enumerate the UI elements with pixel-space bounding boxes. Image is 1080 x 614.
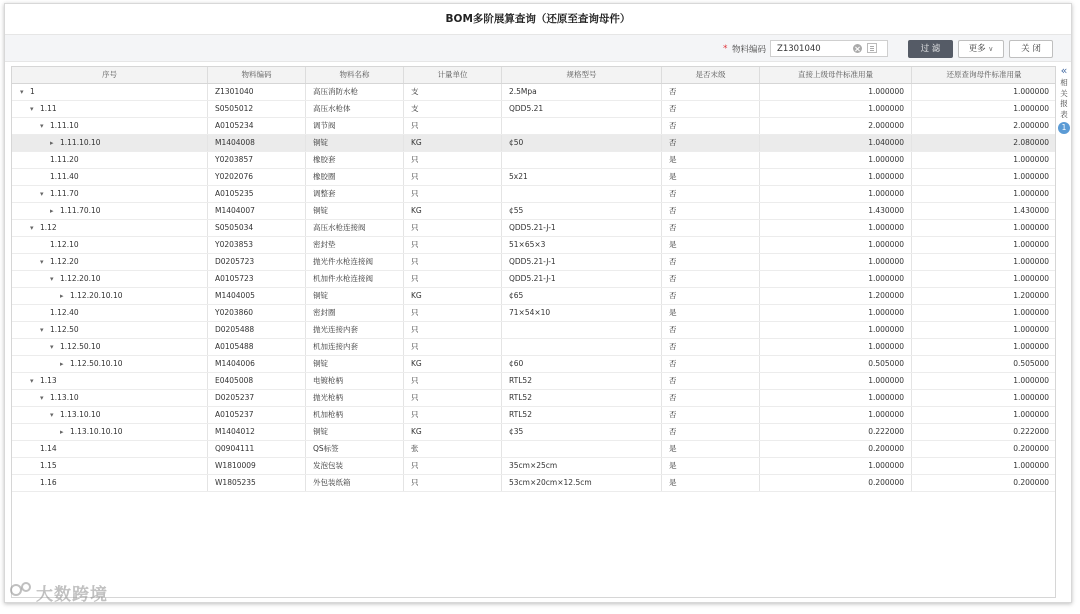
table-row[interactable]	[12, 288, 1055, 305]
cell-spec: 2.5Mpa	[502, 84, 662, 100]
cell-code: W1805235	[208, 475, 306, 491]
table-header	[12, 67, 1055, 84]
cell-name: 橡胶套	[306, 152, 404, 168]
cell-spec: RTL52	[502, 407, 662, 423]
table-row[interactable]	[12, 441, 1055, 458]
cell-direct: 1.000000	[760, 152, 912, 168]
cell-unit: 支	[404, 101, 502, 117]
cell-code: M1404012	[208, 424, 306, 440]
cell-direct: 1.000000	[760, 237, 912, 253]
cell-restored: 1.000000	[912, 407, 1056, 423]
cell-code: S0505012	[208, 101, 306, 117]
cell-code: A0105234	[208, 118, 306, 134]
cell-name: 调节阀	[306, 118, 404, 134]
seq-label: 1.11.20	[50, 155, 79, 164]
cell-direct: 1.000000	[760, 390, 912, 406]
cell-restored: 1.000000	[912, 169, 1056, 185]
cell-unit: 只	[404, 373, 502, 389]
expand-down-icon[interactable]: ▾	[30, 377, 34, 385]
cell-restored: 0.200000	[912, 441, 1056, 457]
seq-label: 1.12.20.10.10	[70, 291, 123, 300]
column-header-direct[interactable]: 直接上级母件标准用量	[760, 67, 912, 83]
cell-code: Y0203857	[208, 152, 306, 168]
column-header-name[interactable]: 物料名称	[306, 67, 404, 83]
cell-unit: 只	[404, 254, 502, 270]
seq-label: 1.13	[40, 376, 57, 385]
cell-seq	[12, 390, 208, 406]
cell-name: 铜锭	[306, 288, 404, 304]
cell-seq	[12, 101, 208, 117]
cell-direct: 1.000000	[760, 271, 912, 287]
cell-leaf: 否	[662, 339, 760, 355]
cell-code: S0505034	[208, 220, 306, 236]
cell-unit: 只	[404, 237, 502, 253]
cell-seq	[12, 458, 208, 474]
cell-restored: 2.000000	[912, 118, 1056, 134]
cell-direct: 1.000000	[760, 339, 912, 355]
expand-down-icon[interactable]: ▾	[30, 105, 34, 113]
cell-spec: RTL52	[502, 373, 662, 389]
cell-seq	[12, 441, 208, 457]
cell-spec	[502, 118, 662, 134]
cell-name: 高压水枪连接阀	[306, 220, 404, 236]
bom-query-window	[4, 3, 1072, 603]
table-row[interactable]	[12, 373, 1055, 390]
cell-seq	[12, 237, 208, 253]
cell-spec: ¢50	[502, 135, 662, 151]
cell-name: 机加连接内套	[306, 339, 404, 355]
cell-restored: 1.000000	[912, 254, 1056, 270]
table-row[interactable]	[12, 271, 1055, 288]
cell-name: 抛光件水枪连接阀	[306, 254, 404, 270]
cell-spec: QDD5.21	[502, 101, 662, 117]
bom-table	[11, 66, 1056, 598]
cell-unit: 张	[404, 441, 502, 457]
cell-restored: 1.430000	[912, 203, 1056, 219]
cell-code: W1810009	[208, 458, 306, 474]
seq-label: 1.15	[40, 461, 57, 470]
cell-name: 铜锭	[306, 203, 404, 219]
cell-leaf: 是	[662, 458, 760, 474]
cell-direct: 1.430000	[760, 203, 912, 219]
cell-spec	[502, 339, 662, 355]
cell-spec: ¢55	[502, 203, 662, 219]
cell-name: 机加枪柄	[306, 407, 404, 423]
cell-leaf: 否	[662, 390, 760, 406]
cell-code: A0105237	[208, 407, 306, 423]
cell-restored: 1.000000	[912, 271, 1056, 287]
cell-code: Y0202076	[208, 169, 306, 185]
cell-spec: ¢60	[502, 356, 662, 372]
table-row[interactable]	[12, 135, 1055, 152]
table-row[interactable]	[12, 407, 1055, 424]
watermark-logo-icon	[10, 580, 34, 600]
cell-leaf: 否	[662, 373, 760, 389]
cell-direct: 1.000000	[760, 254, 912, 270]
cell-seq	[12, 118, 208, 134]
cell-direct: 1.000000	[760, 169, 912, 185]
cell-seq	[12, 475, 208, 491]
cell-name: 抛光连接内套	[306, 322, 404, 338]
cell-restored: 2.080000	[912, 135, 1056, 151]
expand-right-icon[interactable]: ▸	[60, 292, 64, 300]
cell-spec: 71×54×10	[502, 305, 662, 321]
cell-unit: KG	[404, 203, 502, 219]
cell-restored: 1.000000	[912, 339, 1056, 355]
cell-leaf: 否	[662, 101, 760, 117]
expand-down-icon[interactable]: ▾	[30, 224, 34, 232]
seq-label: 1.13.10	[50, 393, 79, 402]
watermark-text: 大数跨境	[36, 585, 108, 605]
table-row[interactable]	[12, 186, 1055, 203]
cell-spec: ¢65	[502, 288, 662, 304]
cell-leaf: 是	[662, 305, 760, 321]
cell-unit: KG	[404, 424, 502, 440]
cell-direct: 1.000000	[760, 305, 912, 321]
table-row[interactable]	[12, 84, 1055, 101]
seq-label: 1.12.40	[50, 308, 79, 317]
cell-unit: 只	[404, 152, 502, 168]
cell-name: 高压水枪体	[306, 101, 404, 117]
cell-spec: ¢35	[502, 424, 662, 440]
cell-code: Z1301040	[208, 84, 306, 100]
cell-unit: 只	[404, 322, 502, 338]
cell-code: D0205237	[208, 390, 306, 406]
cell-direct: 0.505000	[760, 356, 912, 372]
chevron-down-icon: ∨	[988, 45, 994, 53]
cell-direct: 2.000000	[760, 118, 912, 134]
cell-restored: 1.000000	[912, 390, 1056, 406]
cell-restored: 1.000000	[912, 458, 1056, 474]
cell-unit: 只	[404, 118, 502, 134]
cell-restored: 1.000000	[912, 373, 1056, 389]
cell-restored: 1.000000	[912, 84, 1056, 100]
cell-leaf: 是	[662, 441, 760, 457]
cell-spec: QDD5.21-J-1	[502, 220, 662, 236]
cell-code: M1404007	[208, 203, 306, 219]
seq-label: 1.11.10.10	[60, 138, 101, 147]
cell-spec	[502, 152, 662, 168]
table-row[interactable]	[12, 322, 1055, 339]
cell-seq	[12, 135, 208, 151]
column-header-restored[interactable]: 还原查询母件标准用量	[912, 67, 1056, 83]
cell-seq	[12, 373, 208, 389]
cell-seq	[12, 169, 208, 185]
cell-direct: 1.000000	[760, 407, 912, 423]
cell-restored: 1.000000	[912, 322, 1056, 338]
cell-leaf: 否	[662, 84, 760, 100]
seq-label: 1.13.10.10	[60, 410, 101, 419]
table-row[interactable]	[12, 237, 1055, 254]
list-icon[interactable]	[867, 43, 877, 53]
cell-leaf: 是	[662, 237, 760, 253]
cell-code: D0205488	[208, 322, 306, 338]
cell-name: 调整套	[306, 186, 404, 202]
cell-leaf: 否	[662, 254, 760, 270]
close-button[interactable]: 关 闭	[1009, 40, 1053, 58]
cell-spec: 5x21	[502, 169, 662, 185]
column-header-seq[interactable]: 序号	[12, 67, 208, 83]
material-code-label: 物料编码	[732, 45, 767, 55]
cell-restored: 0.222000	[912, 424, 1056, 440]
cell-spec: RTL52	[502, 390, 662, 406]
cell-seq	[12, 186, 208, 202]
column-header-code[interactable]: 物料编码	[208, 67, 306, 83]
cell-leaf: 否	[662, 203, 760, 219]
table-row[interactable]	[12, 152, 1055, 169]
cell-restored: 1.000000	[912, 186, 1056, 202]
cell-direct: 1.000000	[760, 101, 912, 117]
cell-direct: 1.200000	[760, 288, 912, 304]
cell-name: 铜锭	[306, 135, 404, 151]
table-row[interactable]	[12, 101, 1055, 118]
cell-leaf: 否	[662, 288, 760, 304]
cell-unit: 只	[404, 407, 502, 423]
cell-seq	[12, 203, 208, 219]
cell-name: QS标签	[306, 441, 404, 457]
cell-name: 橡胶圈	[306, 169, 404, 185]
cell-leaf: 否	[662, 186, 760, 202]
table-row[interactable]	[12, 254, 1055, 271]
cell-leaf: 否	[662, 424, 760, 440]
cell-spec: QDD5.21-J-1	[502, 271, 662, 287]
table-row[interactable]	[12, 203, 1055, 220]
query-toolbar	[5, 34, 1071, 62]
clear-icon[interactable]	[853, 44, 862, 53]
seq-label: 1.12.50.10	[60, 342, 101, 351]
cell-restored: 1.200000	[912, 288, 1056, 304]
seq-label: 1.11.40	[50, 172, 79, 181]
cell-unit: 只	[404, 305, 502, 321]
table-row[interactable]	[12, 220, 1055, 237]
expand-down-icon[interactable]: ▾	[40, 394, 44, 402]
table-row[interactable]	[12, 339, 1055, 356]
table-row[interactable]	[12, 475, 1055, 492]
seq-label: 1.14	[40, 444, 57, 453]
cell-code: M1404006	[208, 356, 306, 372]
cell-direct: 0.200000	[760, 475, 912, 491]
seq-label: 1.11.70.10	[60, 206, 101, 215]
cell-seq	[12, 288, 208, 304]
cell-direct: 0.200000	[760, 441, 912, 457]
seq-label: 1.12.20	[50, 257, 79, 266]
cell-leaf: 否	[662, 271, 760, 287]
table-row[interactable]	[12, 118, 1055, 135]
cell-code: M1404008	[208, 135, 306, 151]
cell-unit: 只	[404, 475, 502, 491]
column-header-leaf[interactable]: 是否末级	[662, 67, 760, 83]
cell-leaf: 否	[662, 407, 760, 423]
cell-unit: KG	[404, 356, 502, 372]
cell-unit: 只	[404, 186, 502, 202]
cell-code: Y0203860	[208, 305, 306, 321]
cell-leaf: 否	[662, 220, 760, 236]
cell-name: 外包装纸箱	[306, 475, 404, 491]
cell-leaf: 否	[662, 118, 760, 134]
seq-label: 1.16	[40, 478, 57, 487]
table-row[interactable]	[12, 458, 1055, 475]
filter-button[interactable]: 过 滤	[908, 40, 953, 58]
cell-unit: KG	[404, 135, 502, 151]
cell-name: 铜锭	[306, 424, 404, 440]
cell-spec: 35cm×25cm	[502, 458, 662, 474]
cell-direct: 1.000000	[760, 186, 912, 202]
more-label: 更多	[968, 44, 986, 54]
seq-label: 1.12.10	[50, 240, 79, 249]
cell-restored: 1.000000	[912, 237, 1056, 253]
table-row[interactable]	[12, 169, 1055, 186]
cell-code: A0105723	[208, 271, 306, 287]
expand-down-icon[interactable]: ▾	[50, 411, 54, 419]
cell-leaf: 否	[662, 356, 760, 372]
cell-seq	[12, 84, 208, 100]
cell-name: 密封圈	[306, 305, 404, 321]
cell-restored: 0.505000	[912, 356, 1056, 372]
cell-seq	[12, 322, 208, 338]
cell-seq	[12, 424, 208, 440]
cell-code: D0205723	[208, 254, 306, 270]
cell-name: 铜锭	[306, 356, 404, 372]
expand-right-icon[interactable]: ▸	[60, 428, 64, 436]
cell-spec	[502, 322, 662, 338]
expand-right-icon[interactable]: ▸	[50, 139, 54, 147]
seq-label: 1.11.70	[50, 189, 79, 198]
related-reports-panel[interactable]	[1057, 66, 1071, 134]
cell-restored: 0.200000	[912, 475, 1056, 491]
table-row[interactable]	[12, 305, 1055, 322]
cell-restored: 1.000000	[912, 220, 1056, 236]
seq-label: 1.12.50	[50, 325, 79, 334]
cell-name: 密封垫	[306, 237, 404, 253]
cell-seq	[12, 407, 208, 423]
related-reports-label: 相 关 报 表	[1060, 78, 1068, 119]
cell-unit: 只	[404, 339, 502, 355]
table-row[interactable]	[12, 390, 1055, 407]
cell-code: Q0904111	[208, 441, 306, 457]
expand-right-icon[interactable]: ▸	[50, 207, 54, 215]
page-title: BOM多阶展算查询（还原至查询母件）	[445, 13, 631, 25]
cell-name: 高压消防水枪	[306, 84, 404, 100]
expand-right-icon[interactable]: ▸	[60, 360, 64, 368]
cell-unit: KG	[404, 288, 502, 304]
report-count-badge: 1	[1058, 122, 1070, 134]
cell-direct: 1.000000	[760, 458, 912, 474]
column-header-unit[interactable]: 计量单位	[404, 67, 502, 83]
cell-leaf: 否	[662, 135, 760, 151]
cell-name: 电镀枪柄	[306, 373, 404, 389]
cell-leaf: 是	[662, 169, 760, 185]
cell-name: 机加件水枪连接阀	[306, 271, 404, 287]
cell-unit: 只	[404, 220, 502, 236]
cell-code: A0105235	[208, 186, 306, 202]
more-button[interactable]	[958, 40, 1004, 58]
cell-name: 抛光枪柄	[306, 390, 404, 406]
cell-unit: 只	[404, 169, 502, 185]
cell-seq	[12, 356, 208, 372]
cell-restored: 1.000000	[912, 101, 1056, 117]
cell-name: 发泡包装	[306, 458, 404, 474]
cell-seq	[12, 254, 208, 270]
cell-direct: 1.000000	[760, 220, 912, 236]
expand-down-icon[interactable]: ▾	[40, 122, 44, 130]
column-header-spec[interactable]: 规格型号	[502, 67, 662, 83]
cell-leaf: 是	[662, 152, 760, 168]
cell-restored: 1.000000	[912, 305, 1056, 321]
collapse-left-icon[interactable]: «	[1060, 64, 1068, 77]
expand-down-icon[interactable]: ▾	[20, 88, 24, 96]
cell-direct: 1.040000	[760, 135, 912, 151]
seq-label: 1.12.20.10	[60, 274, 101, 283]
expand-down-icon[interactable]: ▾	[50, 343, 54, 351]
cell-spec: QDD5.21-J-1	[502, 254, 662, 270]
cell-seq	[12, 305, 208, 321]
cell-leaf: 否	[662, 322, 760, 338]
cell-restored: 1.000000	[912, 152, 1056, 168]
cell-leaf: 是	[662, 475, 760, 491]
cell-direct: 1.000000	[760, 322, 912, 338]
cell-code: E0405008	[208, 373, 306, 389]
cell-seq	[12, 220, 208, 236]
cell-seq	[12, 271, 208, 287]
seq-label: 1.12.50.10.10	[70, 359, 123, 368]
expand-down-icon[interactable]: ▾	[40, 190, 44, 198]
cell-direct: 0.222000	[760, 424, 912, 440]
cell-unit: 只	[404, 271, 502, 287]
seq-label: 1.11	[40, 104, 57, 113]
table-row[interactable]	[12, 356, 1055, 373]
seq-label: 1	[30, 87, 35, 96]
cell-unit: 只	[404, 390, 502, 406]
cell-direct: 1.000000	[760, 373, 912, 389]
cell-spec	[502, 186, 662, 202]
required-mark: *	[723, 44, 728, 54]
expand-down-icon[interactable]: ▾	[40, 258, 44, 266]
expand-down-icon[interactable]: ▾	[40, 326, 44, 334]
seq-label: 1.13.10.10.10	[70, 427, 123, 436]
cell-code: A0105488	[208, 339, 306, 355]
cell-direct: 1.000000	[760, 84, 912, 100]
cell-seq	[12, 339, 208, 355]
expand-down-icon[interactable]: ▾	[50, 275, 54, 283]
cell-spec: 53cm×20cm×12.5cm	[502, 475, 662, 491]
cell-code: Y0203853	[208, 237, 306, 253]
table-row[interactable]	[12, 424, 1055, 441]
cell-unit: 只	[404, 458, 502, 474]
cell-spec: 51×65×3	[502, 237, 662, 253]
cell-unit: 支	[404, 84, 502, 100]
seq-label: 1.12	[40, 223, 57, 232]
cell-spec	[502, 441, 662, 457]
cell-seq	[12, 152, 208, 168]
cell-code: M1404005	[208, 288, 306, 304]
seq-label: 1.11.10	[50, 121, 79, 130]
